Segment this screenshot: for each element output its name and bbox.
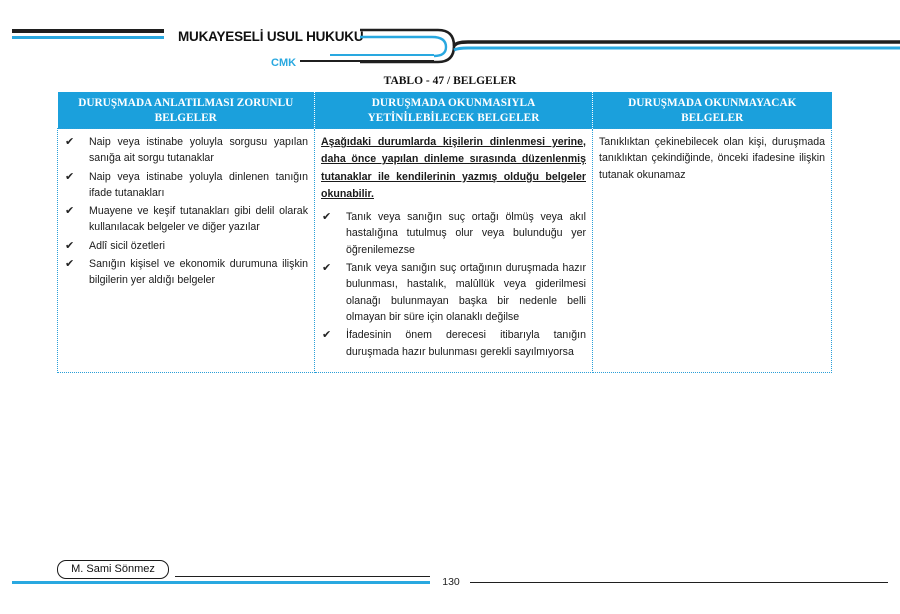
footer-rule-blue <box>12 581 430 584</box>
list-item: ✔ Naip veya istinabe yoluyla dinlenen tanığın ifade tutanakları <box>65 170 308 199</box>
readable-conditions-list <box>321 209 586 360</box>
column-header: DURUŞMADA ANLATILMASI ZORUNLU BELGELER <box>58 92 315 129</box>
readable-documents-cell <box>315 129 593 373</box>
checkmark-icon: ✔ <box>65 239 75 252</box>
column-header: DURUŞMADA OKUNMASIYLA YETİNİLEBİLECEK BELGELER <box>315 92 593 129</box>
header-rule-blue-left <box>12 36 164 39</box>
list-item: ✔ İfadesinin önem derecesi itibarıyla tanığın duruşmada hazır bulunması gerekli sayılmıyorsa <box>322 329 586 358</box>
checkmark-icon: ✔ <box>322 262 332 275</box>
section-label: CMK <box>271 57 297 69</box>
checkmark-icon: ✔ <box>322 329 332 342</box>
header-rule-blue-under <box>330 54 434 56</box>
unreadable-documents-cell <box>593 129 832 373</box>
table-title: TABLO - 47 / BELGELER <box>383 75 517 87</box>
header-rule-dark-left <box>12 29 164 33</box>
checkmark-icon: ✔ <box>322 211 332 224</box>
column-header: DURUŞMADA OKUNMAYACAK BELGELER <box>593 92 832 129</box>
list-item: ✔ Tanık veya sanığın suç ortağının duruşmada hazır bulunması, hastalık, malûllük veya giderilmesi olanağı bulunmayan başka bir nedenle belli olmayan bir süre için olanaklı değilse <box>322 262 586 323</box>
unreadable-text: Tanıklıktan çekinebilecek olan kişi, duruşmada tanıklıktan çekindiğinde, önceki ifadesine ilişkin tutanak okunamaz <box>599 136 825 181</box>
header-rule-under-bracket <box>300 60 434 62</box>
author-badge: M. Sami Sönmez <box>57 560 169 579</box>
book-title: MUKAYESELİ USUL HUKUKU <box>178 29 364 44</box>
mandatory-documents-list <box>64 134 308 289</box>
list-item: ✔ Naip veya istinabe yoluyla sorgusu yapılan sanığa ait sorgu tutanaklar <box>65 136 308 165</box>
list-item: ✔ Tanık veya sanığın suç ortağı ölmüş veya akıl hastalığına tutulmuş olur veya bulunduğu yer öğrenilemezse <box>322 211 586 256</box>
documents-table <box>57 92 832 373</box>
checkmark-icon: ✔ <box>65 170 75 183</box>
checkmark-icon: ✔ <box>65 205 75 218</box>
readable-intro: Aşağıdaki durumlarda kişilerin dinlenmesi yerine, daha önce yapılan dinleme sırasında düzenlenmiş tutanaklar ile kendilerinin yazmış olduğu belgeler okunabilir. <box>321 136 586 200</box>
checkmark-icon: ✔ <box>65 258 75 271</box>
checkmark-icon: ✔ <box>65 136 75 148</box>
table-header-row <box>58 92 832 129</box>
footer-rule-right <box>470 582 888 583</box>
header-bracket-decoration <box>360 26 900 66</box>
list-item: ✔ Muayene ve keşif tutanakları gibi delil olarak kullanılacak belgeler ve diğer yazılar <box>65 205 308 234</box>
page-number: 130 <box>442 576 460 588</box>
mandatory-documents-cell <box>58 129 315 373</box>
list-item: ✔ Sanığın kişisel ve ekonomik durumuna ilişkin bilgilerin yer aldığı belgeler <box>65 258 308 287</box>
table-row <box>58 129 832 373</box>
footer-rule-dark-left <box>175 576 430 577</box>
list-item: ✔ Adlî sicil özetleri <box>64 238 308 254</box>
